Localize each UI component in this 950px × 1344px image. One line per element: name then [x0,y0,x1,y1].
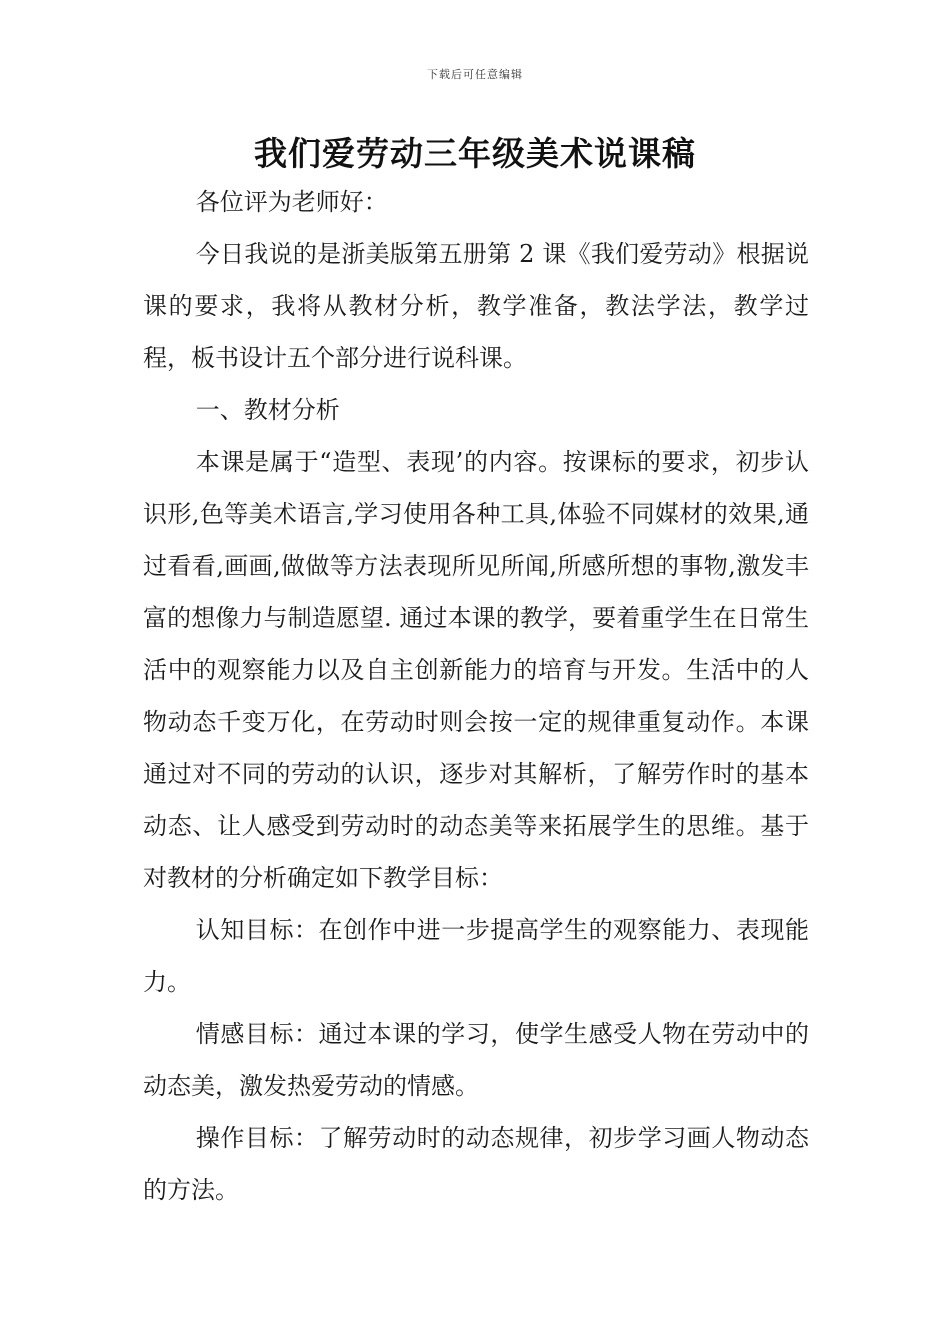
document-title: 我们爱劳动三年级美术说课稿 [254,134,696,173]
goal-operational-paragraph: 操作目标：了解劳动时的动态规律，初步学习画人物动态的方法。 [143,1124,809,1204]
document-body [143,176,809,1216]
goal-cognitive-paragraph: 认知目标：在创作中进一步提高学生的观察能力、表现能力。 [143,916,809,996]
header-note: 下载后可任意编辑 [427,68,523,81]
section-heading-textbook-analysis: 一、教材分析 [195,396,340,424]
intro-paragraph: 今日我说的是浙美版第五册第 2 课《我们爱劳动》根据说课的要求，我将从教材分析，教学准备，教法学法，教学过程，板书设计五个部分进行说科课。 [143,240,809,372]
greeting-paragraph: 各位评为老师好： [195,188,388,216]
goal-emotional-paragraph: 情感目标：通过本课的学习，使学生感受人物在劳动中的动态美，激发热爱劳动的情感。 [143,1020,809,1100]
analysis-paragraph: 本课是属于“造型、表现’的内容。按课标的要求，初步认识形,色等美术语言,学习使用各种工具,体验不同媒材的效果,通过看看,画画,做做等方法表现所见所闻,所感所想的事物,激发丰富的想像力与制造愿望. 通过本课的教学，要着重学生在日常生活中的观察能力以及自主创新能力的培育与开发。生活中的人物动态千变万化，在劳动时则会按一定的规律重复动作。本课通过对不同的劳动的认识，逐步对其解析，了解劳作时的基本动态、让人感受到劳动时的动态美等来拓展学生的思维。基于对教材的分析确定如下教学目标： [143,448,809,892]
